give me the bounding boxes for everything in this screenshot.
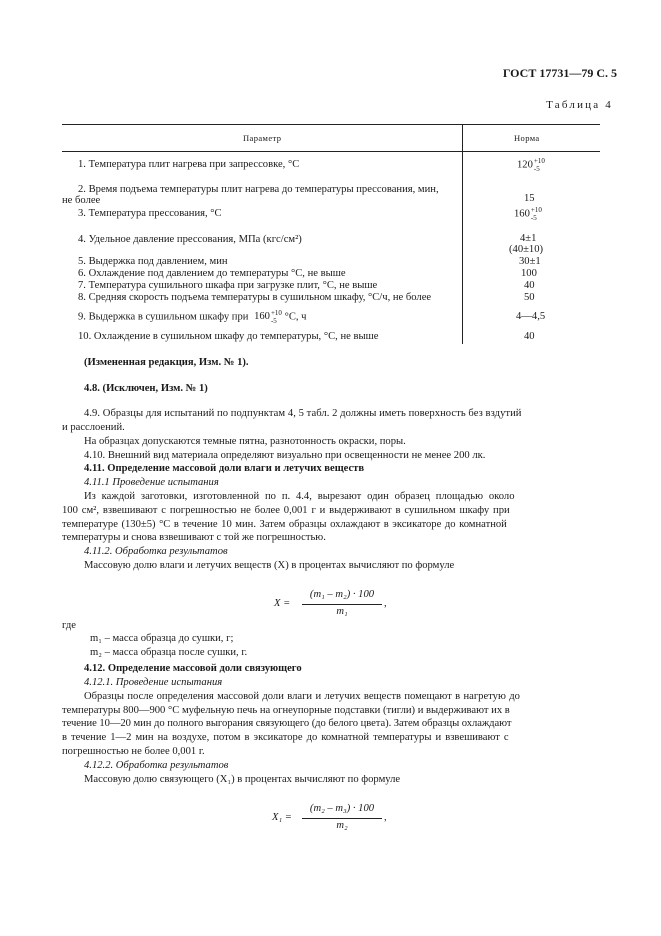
table-row-norm: 30±1 xyxy=(519,256,541,267)
table-row-norm: 40 xyxy=(524,280,535,291)
param-suffix: °С, ч xyxy=(284,311,307,323)
clause-4-11-2-title: 4.11.2. Обработка результатов xyxy=(84,546,228,557)
formula-denominator: m₂ xyxy=(336,820,348,831)
param-tolerance-upper: +10 xyxy=(270,309,282,317)
variable-m1: m₁ – масса образца до сушки, г; xyxy=(90,633,234,644)
norm-tolerance-lower: -5 xyxy=(530,214,537,222)
norm-base: 120 xyxy=(517,159,533,171)
param-value-base: 160 xyxy=(254,311,270,323)
table-header-rule xyxy=(62,151,600,152)
clause-4-9: 4.9. Образцы для испытаний по подпунктам 4, 5 табл. 2 должны иметь поверхность без вздутий xyxy=(84,408,522,419)
clause-4-11-1-title: 4.11.1 Проведение испытания xyxy=(84,477,219,488)
clause-4-12-1-text: в течение 1—2 мин на воздухе, потом в эксикаторе до комнатной температуры и взвешивают с xyxy=(62,732,509,743)
formula-tail: , xyxy=(384,812,387,823)
table-column-divider xyxy=(462,124,463,344)
table-row-norm-alt: (40±10) xyxy=(509,244,544,255)
table-row-norm: 4±1 xyxy=(520,233,537,244)
where-label: где xyxy=(62,620,76,631)
clause-4-11-1-text: Из каждой заготовки, изготовленной по п. 4.4, вырезают один образец площадью около xyxy=(84,491,515,502)
formula-tail: , xyxy=(384,598,387,609)
table-row-norm: 40 xyxy=(524,331,535,342)
norm-tolerance-upper: +10 xyxy=(533,157,545,165)
clause-4-11-1-text: температуры и снова взвешивают с той же погрешностью. xyxy=(62,532,326,543)
clause-4-10: 4.10. Внешний вид материала определяют визуально при освещенности не менее 200 лк. xyxy=(84,450,486,461)
table-caption: Таблица 4 xyxy=(546,99,613,111)
clause-4-11-1-text: температуре (130±5) °С в течение 10 мин. Затем образцы охлаждают в эксикаторе до комнатной xyxy=(62,519,507,530)
clause-4-9-cont: и расслоений. xyxy=(62,422,125,433)
table-row-param: 8. Средняя скорость подъема температуры в сушильном шкафу, °С/ч, не более xyxy=(78,292,432,303)
norm-tolerance-upper: +10 xyxy=(530,206,542,214)
clause-4-11-2-text: Массовую долю влаги и летучих веществ (X) в процентах вычисляют по формуле xyxy=(84,560,455,571)
param-prefix: 9. Выдержка в сушильном шкафу при xyxy=(78,311,249,323)
table-row-param: 3. Температура прессования, °С xyxy=(78,208,222,219)
table-row-param: 7. Температура сушильного шкафа при загрузке плит, °С, не выше xyxy=(78,280,378,291)
formula-numerator: (m₂ – m₃) · 100 xyxy=(309,803,375,814)
table-row-param: 1. Температура плит нагрева при запрессовке, °С xyxy=(78,159,300,170)
param-tolerance-lower: -5 xyxy=(270,317,277,325)
table-row-norm: 100 xyxy=(521,268,537,279)
fraction-bar xyxy=(302,818,382,819)
clause-4-12-2-text: Массовую долю связующего (X₁) в процентах вычисляют по формуле xyxy=(84,774,401,785)
table-row-param: 6. Охлаждение под давлением до температуры °С, не выше xyxy=(78,268,346,279)
clause-4-9-note: На образцах допускаются темные пятна, разнотонность окраски, поры. xyxy=(84,436,406,447)
table-row-param: 4. Удельное давление прессования, МПа (кгс/см²) xyxy=(78,234,302,245)
table-top-rule xyxy=(62,124,600,125)
norm-base: 160 xyxy=(514,208,530,220)
table-row-param: 10. Охлаждение в сушильном шкафу до температуры, °С, не выше xyxy=(78,331,379,342)
clause-4-11-title: 4.11. Определение массовой доли влаги и летучих веществ xyxy=(84,463,365,474)
clause-4-8: 4.8. (Исключен, Изм. № 1) xyxy=(84,383,208,394)
clause-4-12-1-text: течение 10—20 мин до полного выгорания связующего (до белого цвета). Затем образцы охлаждают xyxy=(62,718,512,729)
clause-4-12-1-title: 4.12.1. Проведение испытания xyxy=(84,677,223,688)
page-header: ГОСТ 17731—79 С. 5 xyxy=(502,66,617,80)
norm-tolerance-lower: -5 xyxy=(533,165,540,173)
table-row-norm: 4—4,5 xyxy=(516,311,546,322)
column-header-norm: Норма xyxy=(514,133,540,143)
amendment-note: (Измененная редакция, Изм. № 1). xyxy=(84,357,249,368)
clause-4-12-2-title: 4.12.2. Обработка результатов xyxy=(84,760,229,771)
formula-denominator: m₁ xyxy=(336,606,348,617)
clause-4-12-1-text: погрешностью не более 0,001 г. xyxy=(62,746,205,757)
table-row-norm: 15 xyxy=(524,193,535,204)
formula-lhs: X = xyxy=(274,598,291,609)
clause-4-12-1-text: Образцы после определения массовой доли влаги и летучих веществ помещают в нагретую до xyxy=(84,691,520,702)
table-row-param-cont: не более xyxy=(62,195,101,206)
fraction-bar xyxy=(302,604,382,605)
clause-4-12-1-text: температуры 800—900 °С муфельную печь на огнеупорные подставки (тигли) и выдерживают их в xyxy=(62,705,510,716)
table-row-param: 5. Выдержка под давлением, мин xyxy=(78,256,228,267)
table-row-param: 2. Время подъема температуры плит нагрева до температуры прессования, мин, xyxy=(78,184,439,195)
table-row-norm xyxy=(517,157,545,173)
formula-lhs: X₁ = xyxy=(272,812,292,823)
column-header-param: Параметр xyxy=(243,133,282,143)
table-row-param xyxy=(78,309,307,325)
clause-4-12-title: 4.12. Определение массовой доли связующего xyxy=(84,663,302,674)
formula-numerator: (m₁ – m₂) · 100 xyxy=(309,589,375,600)
clause-4-11-1-text: 100 см², взвешивают с погрешностью не более 0,001 г и выдерживают в сушильном шкафу при xyxy=(62,505,510,516)
variable-m2: m₂ – масса образца после сушки, г. xyxy=(90,647,248,658)
table-row-norm xyxy=(514,206,542,222)
table-row-norm: 50 xyxy=(524,292,535,303)
